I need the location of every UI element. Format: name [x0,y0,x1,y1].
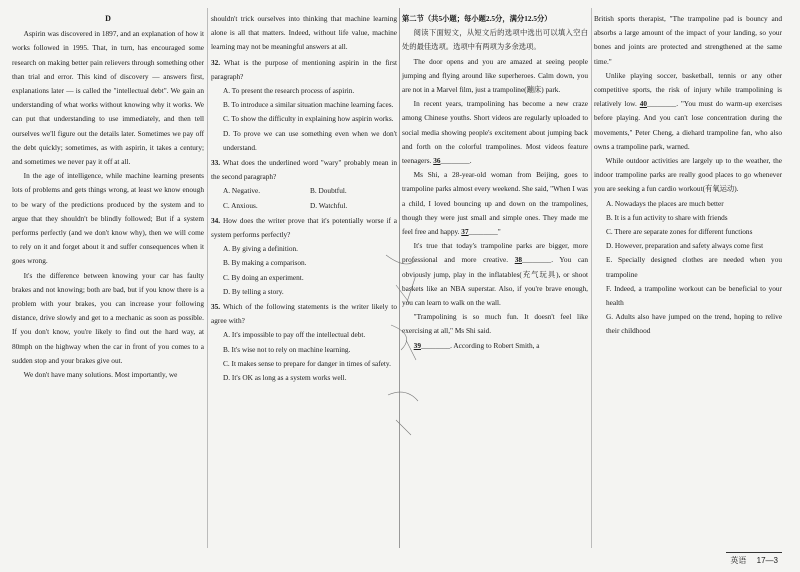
blank-36[interactable]: 36 [433,156,441,166]
question-35: 35. Which of the following statements is the writer likely to agree with? A. It's impossible to pay off the intellectual debt. B. It's wise not to rely on machine learning. C. It makes sense to prepare for danger in times of safety. D. It's OK as long as a system works well. [211,300,397,385]
passage-title: D [105,14,111,23]
option: C. Anxious. [223,200,258,210]
question-stem: How does the writer prove that it's potentially worse if a system performs perfectly? [211,215,397,240]
option-f: F. Indeed, a trampoline workout can be beneficial to your health [606,283,782,308]
column-divider [207,8,208,548]
blank-37[interactable]: 37 [461,227,469,237]
section-heading: 第二节（共5小题；每小题2.5分，满分12.5分） [402,14,552,23]
option-c: C. There are separate zones for different functions [606,227,753,237]
blank-39[interactable]: 39 [413,340,421,350]
paragraph: While outdoor activities are largely up to the weather, the indoor trampoline parks are really good places to go whenever you are seeking a fun cardio workout(有氧运动). [594,156,782,194]
paragraph: Unlike playing soccer, basketball, tennis or any other competitive sports, the risk of injury while trampolining is relatively low. 40________. "You must do warm-up exercises before playing. And you can't lose concentration during the movements," Peter Cheng, a diehard trampoline fan, who also owns a trampoline park, warned. [594,70,782,151]
paragraph: 39________. According to Robert Smith, a [413,340,540,350]
option: D. It's OK as long as a system works well. [223,373,347,383]
paragraph: It's the difference between knowing your car has faulty brakes and not knowing; both are bad, but if you know there is a problem with your brakes, you can increase your following distance, drive slowly and get to a mechanic as soon as possible. If you don't know, you're likely to find out the hard way, at 80mph on the highway when the car in front of you comes to a sudden stop and your brakes give out. [12,270,204,365]
option: B. By making a comparison. [223,258,307,268]
option-g: G. Adults also have jumped on the trend, hoping to relive their childhood [606,312,782,336]
option: B. To introduce a similar situation machine learning faces. [223,100,394,110]
option-a: A. Nowadays the places are much better [606,198,724,208]
question-stem: What does the underlined word "wary" probably mean in the second paragraph? [211,158,397,182]
option: A. By giving a definition. [223,244,298,254]
paragraph: "Trampolining is so much fun. It doesn't feel like exercising at all," Ms Shi said. [402,312,588,336]
page-number: 17—3 [756,556,778,565]
option: B. It's wise not to rely on machine learning. [223,344,351,354]
option-d: D. However, preparation and safety always come first [606,241,764,251]
option: C. It makes sense to prepare for danger in times of safety. [223,358,391,368]
option: D. To prove we can use something even when we don't understand. [223,128,397,152]
paragraph: We don't have many solutions. Most importantly, we [23,370,178,380]
option: A. To present the research process of aspirin. [223,86,355,96]
paragraph: The door opens and you are amazed at seeing people jumping and flying around like superheroes. Calm down, you are not in a Marvel film, just a trampoline(蹦床) park. [402,56,588,95]
pencil-scribble-icon [376,245,436,455]
instructions: 阅读下面短文，从短文后的选项中选出可以填入空白处的最佳选项。选项中有两项为多余选项。 [402,28,588,52]
question-stem: What is the purpose of mentioning aspirin in the first paragraph? [211,57,397,81]
paragraph: It's true that today's trampoline parks are bigger, more professional and more creative. 38________. You can obviously jump, play in the inflatables(充气玩具), or shoot baskets like an NBA superstar. Also, if you're brave enough, you can learn to walk on the wall. [402,241,588,308]
blank-40[interactable]: 40 [639,99,647,109]
option: C. By doing an experiment. [223,272,304,282]
option: B. Doubtful. [310,186,347,196]
questions-column [211,12,397,385]
column-divider [591,8,592,548]
option: A. It's impossible to pay off the intellectual debt. [223,330,366,340]
paragraph: Ms Shi, a 28-year-old woman from Beijing, goes to trampoline parks almost every weekend. She said, "When I was a child, I loved bouncing up and down on the trampolines, though they were just small and simple ones. They made me feel free and happy. 37________" [402,170,588,237]
paragraph: In the age of intelligence, while machine learning presents lots of problems and gets things wrong, at least we know enough to be wary of the predictions produced by the system and to argue that they shouldn't be blindly followed; But if a system performs perfectly (and we don't know why), then we will come to rely on it and forget about it and suffer consequences when it goes wrong. [12,171,204,266]
question-stem: Which of the following statements is the writer likely to agree with? [211,302,397,326]
option: C. To show the difficulty in explaining how aspirin works. [223,114,394,124]
paragraph: In recent years, trampolining has become a new craze among Chinese youths. Short videos are regularly uploaded to social media showing people's excitement about jumping back and forth on the colorful trampolines. Most videos feature teenagers. 36________. [402,99,588,166]
question-34: 34. How does the writer prove that it's potentially worse if a system performs perfectly? A. By giving a definition. B. By making a comparison. C. By doing an experiment. D. By telling a story. [211,214,397,299]
subject-label: 英语 [730,556,747,565]
option: D. By telling a story. [223,286,284,296]
paragraph: Aspirin was discovered in 1897, and an explanation of how it works followed in 1995. That, in turn, has encouraged some research on making better pain relievers through something other than trial and error. This kind of discovery — answers first, explanations later — is called the "intellectual debt". We gain an understanding of what works without knowing why it works. We can put that understanding to use immediately, and then tell ourselves we'll figure out the details later. Sometimes we pay off the debt quickly; sometimes, as with aspirin, it takes a century; and sometimes we never pay it off at all. [12,29,204,167]
blank-38[interactable]: 38 [514,255,522,265]
question-33: 33. What does the underlined word "wary" probably mean in the second paragraph? A. Negative. B. Doubtful. C. Anxious. D. Watchful. [211,156,397,213]
options-column [594,12,782,339]
paragraph: shouldn't trick ourselves into thinking that machine learning alone is all that matters. Indeed, without life value, machine learning may not be meaningful answers at all. [211,14,397,52]
option: D. Watchful. [310,200,348,210]
question-32: 32. What is the purpose of mentioning aspirin in the first paragraph? A. To present the research process of aspirin. B. To introduce a similar situation machine learning faces. C. To show the difficulty in explaining how aspirin works. D. To prove we can use something even when we don't understand. [211,56,397,155]
option-e: E. Specially designed clothes are needed when you trampoline [606,255,782,279]
passage-d-column [12,12,204,382]
option-b: B. It is a fun activity to share with friends [606,212,728,222]
option: A. Negative. [223,186,261,196]
page-footer [726,552,782,566]
paragraph: British sports therapist, "The trampoline pad is bouncy and absorbs a large amount of the impact of your landing, so your bones and joints are protected and strengthened at the same time." [594,14,782,66]
